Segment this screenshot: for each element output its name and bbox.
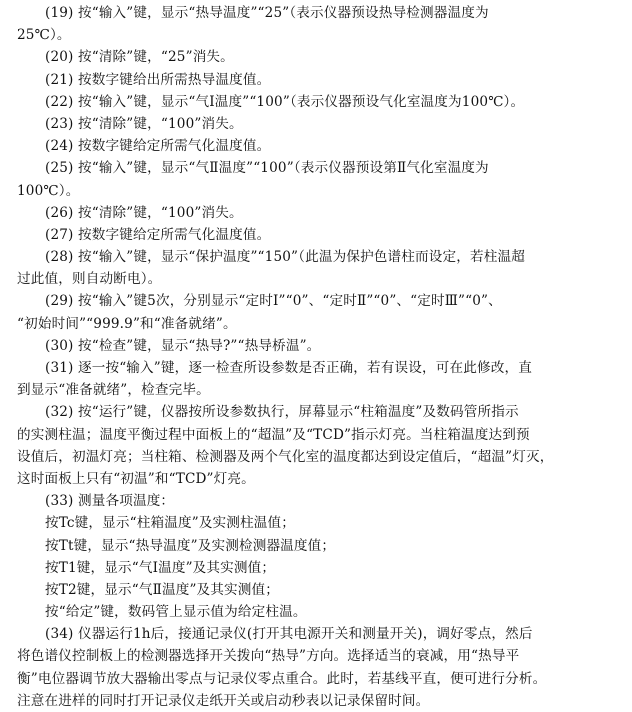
text-line: (32) 按“运行”键，仪器按所设参数执行，屏幕显示“柱箱温度”及数码管所指示 (45, 404, 519, 421)
text-line: 按Tt键，显示“热导温度”及实测检测器温度值； (45, 537, 336, 554)
text-line: (22) 按“输入”键，显示“气Ⅰ温度”“100”（表示仪器预设气化室温度为100℃）。 (45, 93, 525, 110)
text-line: (21) 按数字键给出所需热导温度值。 (45, 71, 271, 88)
text-line: 按Tc键，显示“柱箱温度”及实测柱温值； (45, 515, 296, 532)
text-line: 到显示“准备就绪”，检查完毕。 (17, 382, 210, 399)
text-line: 按“给定”键，数码管上显示值为给定柱温。 (45, 604, 307, 621)
text-line: (28) 按“输入”键，显示“保护温度”“150”（此温为保护色谱柱而设定，若柱温超 (45, 249, 525, 266)
text-line: (24) 按数字键给定所需气化温度值。 (45, 138, 271, 155)
text-line: (19) 按“输入”键，显示“热导温度”“25”（表示仪器预设热导检测器温度为 (45, 5, 489, 21)
text-line: (31) 逐一按“输入”键，逐一检查所设参数是否正确，若有误设，可在此修改，直 (45, 360, 532, 376)
text-line: 按T2键，显示“气Ⅱ温度”及其实测值； (45, 581, 280, 598)
text-line: 100℃）。 (17, 182, 80, 199)
text-line: (33) 测量各项温度： (45, 493, 175, 510)
text-line: 衡”电位器调节放大器输出零点与记录仪零点重合。此时，若基线平直，便可进行分析。 (17, 670, 547, 687)
text-line: (26) 按“清除”键，“100”消失。 (45, 204, 243, 221)
text-line: 25℃）。 (17, 27, 71, 44)
text-line: (27) 按数字键给定所需气化温度值。 (45, 226, 271, 243)
text-line: 的实测柱温；温度平衡过程中面板上的“超温”及“TCD”指示灯亮。当柱箱温度达到预 (17, 426, 530, 443)
text-line: 将色谱仪控制板上的检测器选择开关拨向“热导”方向。选择适当的衰减，用“热导平 (17, 648, 520, 665)
text-line: (34) 仪器运行1h后，接通记录仪(打开其电源开关和测量开关)，调好零点，然后 (45, 626, 533, 643)
text-line: (25) 按“输入”键，显示“气Ⅱ温度”“100”（表示仪器预设第Ⅱ气化室温度为 (45, 160, 489, 177)
text-line: 这时面板上只有“初温”和“TCD”灯亮。 (17, 470, 255, 487)
text-line: (29) 按“输入”键5次，分别显示“定时Ⅰ”“0”、“定时Ⅱ”“0”、“定时Ⅲ”“0”、 (45, 293, 502, 310)
text-line: 注意在进样的同时打开记录仪走纸开关或启动秒表以记录保留时间。 (17, 692, 430, 709)
text-line: 设值后，初温灯亮；当柱箱、检测器及两个气化室的温度都达到设定值后，“超温”灯灭， (17, 448, 554, 465)
text-line: (23) 按“清除”键，“100”消失。 (45, 115, 243, 132)
text-line: 过此值，则自动断电）。 (17, 271, 162, 288)
text-line: 按T1键，显示“气Ⅰ温度”及其实测值； (45, 559, 276, 576)
text-line: (30) 按“检查”键，显示“热导?”“热导桥温”。 (45, 337, 321, 354)
text-line: (20) 按“清除”键，“25”消失。 (45, 49, 234, 66)
text-line: “初始时间”“999.9”和“准备就绪”。 (17, 315, 237, 332)
